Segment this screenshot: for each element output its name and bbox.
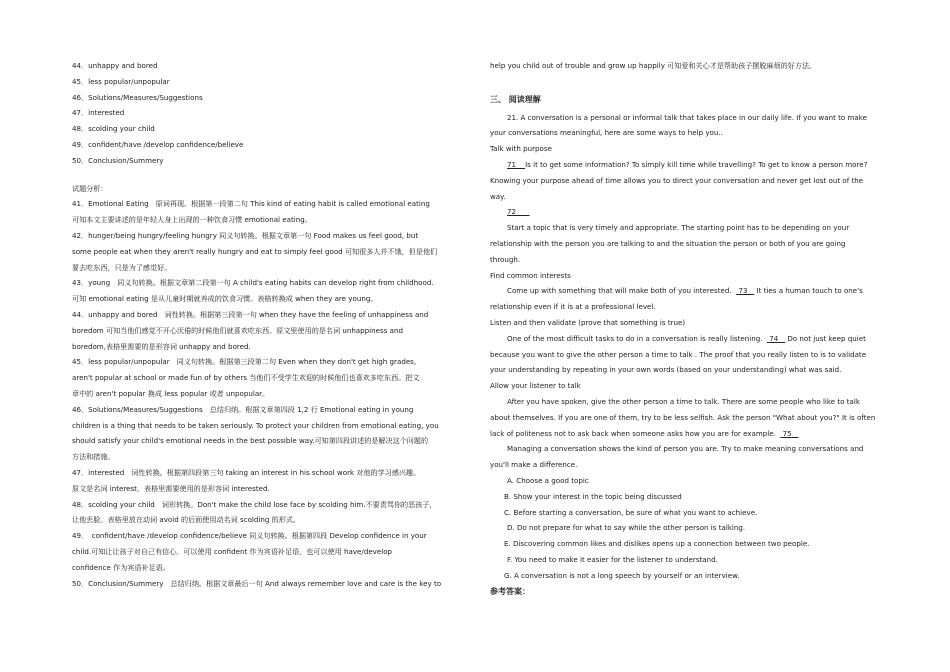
blank-72: 72 [507,207,517,217]
passage-line: After you have spoken, give the other person a time to talk. There are some people who like to talk [507,396,860,406]
analysis-line: child.可知让让孩子对自己有信心。可以使用 confident 作为宾语补足语，也可以使用 have/develop [72,546,393,556]
reading-passage [490,110,880,473]
analysis-line: 43．young 同义句转换。根据文章第二段第一句 A child's eating habits can develop right from childhood. [72,278,434,288]
analysis-continuation: help you child out of trouble and grow up happily 可知爱和关心才是帮助孩子摆脱麻烦的好方法。 [490,61,817,70]
option-item: D. Do not prepare for what to say while the other person is talking. [507,523,746,533]
passage-line: Come up with something that will make both of you interested. 73 It ties a human touch to one's [507,286,863,296]
analysis-line: confidence 作为宾语补足语。 [72,562,170,572]
section-heading: 三、 阅读理解 [490,94,541,104]
passage-line: lack of politeness not to ask back when someone asks how you are for example. 75 [490,426,880,442]
analysis-line: 48．scolding your child 词形转换。Don't make the child lose face by scolding him.不要责骂你的恶孩子， [72,499,437,509]
analysis-line: 45．less popular/unpopular 同义句转换。根据第三段第二句 Even when they don't get high grades, [72,357,417,367]
analysis-line: 44．unhappy and bored 词性转换。根据第三段第一句 when they have the feeling of unhappiness and [72,309,429,319]
analysis-line: 要去吃东西，只是为了感觉好。 [72,262,172,272]
passage-line [490,204,880,220]
analysis-line: some people eat when they aren't really hungry and eat to simply feel good 可知很多人并不饿，但是他们 [72,246,438,256]
analysis-line: 41．Emotional Eating 原词再现。根据第一段第二句 This kind of eating habit is called emotional eating [72,199,430,209]
passage-line: you'll make a difference. [490,460,578,470]
option-item: C. Before starting a conversation, be sure of what you want to achieve. [504,507,758,517]
blank-74: 74 [769,333,779,343]
passage-line: Managing a conversation shows the kind of person you are. Try to make meaning conversations and [507,444,864,454]
option-item: A. Choose a good topic [507,475,589,485]
right-column [490,58,880,599]
analysis-line: children is a thing that needs to be taken seriously. To protect your children from emotional eating, you [72,420,439,430]
passage-line: about themselves. If you are one of them, try to be less selfish. Ask the person "What about you?" It is often [490,412,876,422]
answer-item: 47．interested [72,108,125,118]
answer-item: 44．unhappy and bored [72,61,158,70]
analysis-line: 让他丢脸。表格里放在动词 avoid 的后面使用动名词 scolding 的形式。 [72,515,301,525]
analysis-line: 章中的 aren't popular 换成 less popular 或者 unpopular。 [72,388,270,398]
answer-key-title: 参考答案： [490,586,530,596]
passage-intro-line: 21. A conversation is a personal or informal talk that takes place in our daily life. If you want to make [507,112,867,122]
analysis-line: boredom 可知当他们感觉不开心厌倦的时候他们就喜欢吃东西。原文里使用的是名词 unhappiness and [72,325,403,335]
passage-heading: Allow your listener to talk [490,381,581,391]
analysis-line: 47．interested 词性转换。根据第四段第三句 taking an interest in his school work 对他的学习感兴趣。 [72,467,421,477]
passage-line: 71 Is it to get some information? To simply kill time while travelling? To get to know a person more? [507,159,868,169]
passage-line: One of the most difficult tasks to do in a conversation is really listening. 74 Do not just keep quiet [507,333,866,343]
analysis-line: 可知本文主要讲述的是年轻人身上出现的一种饮食习惯 emotional eating。 [72,215,312,225]
analysis-line: 原文是名词 interest，表格里需要使用的是形容词 interested. [72,483,270,493]
analysis-line: 46．Solutions/Measures/Suggestions 总结归纳。根据文章第四段 1,2 行 Emotional eating in young [72,404,414,414]
option-item: G. A conversation is not a long speech by yourself or an interview. [504,570,740,580]
analysis-line: aren't popular at school or made fun of by others 当他们不受学生欢迎的时候他们也喜欢多吃东西。把文 [72,373,420,383]
option-item: E. Discovering common likes and dislikes opens up a connection between two people. [504,539,810,549]
blank-71: 71 [507,159,517,169]
passage-line: your understanding by repeating in your own words (based on your understanding) what was said. [490,365,842,375]
passage-line: way. [490,191,506,201]
passage-heading: Find common interests [490,270,571,280]
option-item: F. You need to make it easier for the listener to understand. [507,554,718,564]
analysis-body [72,196,464,591]
analysis-title: 试题分析： [72,183,108,193]
analysis-line: 可知 emotional eating 是从儿童时期就养成的饮食习惯。表格转换成 when they are young。 [72,294,378,304]
passage-heading: Talk with purpose [490,144,552,154]
passage-line: Start a topic that is very timely and appropriate. The starting point has to be depending on your [507,223,850,233]
option-list [490,473,880,584]
analysis-line: 50．Conclusion/Summery 总结归纳。根据文章最后一句 And always remember love and care is the key to [72,578,442,588]
passage-heading: Listen and then validate (prove that something is true) [490,317,686,327]
passage-line: Knowing your purpose ahead of time allows you to direct your conversation and never get lost out of the [490,175,864,185]
passage-line: through. [490,254,521,264]
answer-list [72,58,464,169]
blank-75: 75 [782,428,792,438]
answer-item: 50．Conclusion/Summery [72,155,164,165]
passage-line: because you want to give the other person a time to talk . The proof that you really listen to is to validate [490,349,867,359]
analysis-line: should satisfy your child's emotional needs in the best possible way.可知第四段讲述的是解决这个问题的 [72,436,429,446]
answer-item: 49．confident/have /develop confidence/believe [72,139,244,149]
answer-item: 46．Solutions/Measures/Suggestions [72,92,203,102]
analysis-line: 49． confident/have /develop confidence/believe 同义句转换。根据第四段 Develop confidence in your [72,531,427,541]
analysis-line: 42．hunger/being hungry/feeling hungry 同义句转换。根据文章第一句 Food makes us feel good, but [72,230,419,240]
analysis-line: 方法和措施。 [72,452,115,462]
passage-intro-line: your conversations meaningful, here are some ways to help you.. [490,128,723,138]
analysis-line: boredom,表格里需要的是形容词 unhappy and bored. [72,341,251,351]
passage-line: relationship even if it is at a professional level. [490,302,656,312]
blank-73: 73 [738,286,748,296]
answer-item: 48．scolding your child [72,124,155,134]
left-column [72,58,464,591]
passage-line: relationship with the person you are talking to and the situation the person or both of you are going [490,238,846,248]
answer-item: 45．less popular/unpopular [72,76,170,86]
option-item: B. Show your interest in the topic being discussed [504,491,682,501]
